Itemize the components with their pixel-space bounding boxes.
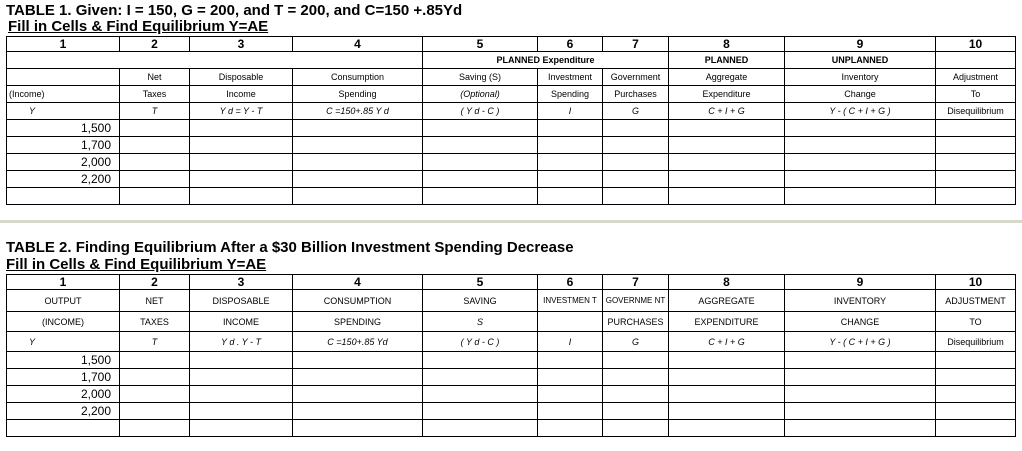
- header-cell: Government: [603, 69, 669, 86]
- input-cell[interactable]: [538, 352, 603, 369]
- formula-cell: Y: [7, 103, 120, 120]
- input-cell[interactable]: [538, 403, 603, 420]
- table-row: [7, 120, 1016, 137]
- input-cell[interactable]: [293, 352, 423, 369]
- col-num: 5: [423, 275, 538, 290]
- input-cell[interactable]: [669, 137, 785, 154]
- header-cell: (Optional): [423, 86, 538, 103]
- input-cell[interactable]: [669, 369, 785, 386]
- input-cell[interactable]: [538, 154, 603, 171]
- table1-title: TABLE 1. Given: I = 150, G = 200, and T = 200, and C=150 +.85Yd: [6, 2, 463, 19]
- col-num: 9: [785, 37, 936, 52]
- input-cell[interactable]: [423, 120, 538, 137]
- input-cell[interactable]: [936, 403, 1016, 420]
- col-num: 10: [936, 37, 1016, 52]
- input-cell[interactable]: [293, 154, 423, 171]
- col-num: 8: [669, 37, 785, 52]
- header-cell: Change: [785, 86, 936, 103]
- input-cell[interactable]: [120, 352, 190, 369]
- table1-header-row-b: [7, 86, 1016, 103]
- input-cell[interactable]: [423, 420, 538, 437]
- formula-cell: ( Y d - C ): [423, 103, 538, 120]
- header-cell: [7, 69, 120, 86]
- input-cell[interactable]: [293, 420, 423, 437]
- header-cell: EXPENDITURE: [669, 312, 785, 332]
- header-cell: SAVING: [423, 290, 538, 312]
- income-value: 1,500: [7, 120, 120, 137]
- table1-header-row-c: [7, 103, 1016, 120]
- header-cell: GOVERNME NT: [603, 290, 669, 312]
- income-value: 1,700: [7, 137, 120, 154]
- input-cell[interactable]: [936, 137, 1016, 154]
- input-cell[interactable]: [190, 352, 293, 369]
- input-cell[interactable]: [190, 154, 293, 171]
- col-num: 8: [669, 275, 785, 290]
- group-unplanned: UNPLANNED: [785, 52, 936, 69]
- input-cell[interactable]: [190, 120, 293, 137]
- input-cell[interactable]: [785, 137, 936, 154]
- header-cell: Investment: [538, 69, 603, 86]
- header-cell: NET: [120, 290, 190, 312]
- formula-cell: Y: [7, 332, 120, 352]
- input-cell[interactable]: [669, 352, 785, 369]
- table-row: [7, 137, 1016, 154]
- section-divider: [0, 220, 1022, 223]
- input-cell[interactable]: [669, 154, 785, 171]
- formula-cell: Disequilibrium: [936, 332, 1016, 352]
- table1-subtitle: Fill in Cells & Find Equilibrium Y=AE: [8, 18, 269, 35]
- input-cell[interactable]: [785, 386, 936, 403]
- table2-subtitle: Fill in Cells & Find Equilibrium Y=AE: [6, 256, 267, 273]
- input-cell[interactable]: [936, 369, 1016, 386]
- formula-cell: Y d . Y - T: [190, 332, 293, 352]
- header-cell: CONSUMPTION: [293, 290, 423, 312]
- header-cell: CHANGE: [785, 312, 936, 332]
- input-cell[interactable]: [936, 120, 1016, 137]
- input-cell[interactable]: [785, 188, 936, 205]
- col-num: 6: [538, 37, 603, 52]
- header-cell: Taxes: [120, 86, 190, 103]
- header-cell: To: [936, 86, 1016, 103]
- input-cell[interactable]: [785, 352, 936, 369]
- input-cell[interactable]: [785, 154, 936, 171]
- input-cell[interactable]: [669, 188, 785, 205]
- input-cell[interactable]: [603, 154, 669, 171]
- table-row: [7, 171, 1016, 188]
- input-cell[interactable]: [538, 188, 603, 205]
- col-num: 3: [190, 275, 293, 290]
- input-cell[interactable]: [936, 420, 1016, 437]
- formula-cell: C + I + G: [669, 332, 785, 352]
- output-value: 2,200: [7, 403, 120, 420]
- col-num: 7: [603, 275, 669, 290]
- header-cell: Expenditure: [669, 86, 785, 103]
- table2-header-row-a: [7, 290, 1016, 312]
- input-cell[interactable]: [603, 386, 669, 403]
- input-cell[interactable]: [669, 120, 785, 137]
- input-cell[interactable]: [603, 137, 669, 154]
- input-cell[interactable]: [423, 386, 538, 403]
- table1-column-numbers: [7, 37, 1016, 52]
- input-cell[interactable]: [120, 420, 190, 437]
- input-cell[interactable]: [538, 386, 603, 403]
- header-cell: PURCHASES: [603, 312, 669, 332]
- table2-header-row-b: [7, 312, 1016, 332]
- input-cell[interactable]: [603, 352, 669, 369]
- input-cell[interactable]: [669, 403, 785, 420]
- col-num: 3: [190, 37, 293, 52]
- header-cell: Spending: [293, 86, 423, 103]
- table-row: [7, 386, 1016, 403]
- input-cell[interactable]: [120, 154, 190, 171]
- col-num: 1: [7, 37, 120, 52]
- input-cell[interactable]: [293, 386, 423, 403]
- input-cell[interactable]: [190, 420, 293, 437]
- header-cell: (Income): [7, 86, 120, 103]
- formula-cell: C + I + G: [669, 103, 785, 120]
- header-cell: S: [423, 312, 538, 332]
- table-row: [7, 369, 1016, 386]
- col-num: 5: [423, 37, 538, 52]
- input-cell[interactable]: [538, 171, 603, 188]
- input-cell[interactable]: [120, 188, 190, 205]
- formula-cell: G: [603, 103, 669, 120]
- input-cell[interactable]: [423, 352, 538, 369]
- input-cell[interactable]: [423, 137, 538, 154]
- col-num: 7: [603, 37, 669, 52]
- input-cell[interactable]: [423, 403, 538, 420]
- input-cell[interactable]: [190, 369, 293, 386]
- col-num: 1: [7, 275, 120, 290]
- input-cell[interactable]: [293, 188, 423, 205]
- formula-cell: ( Y d - C ): [423, 332, 538, 352]
- col-num: 4: [293, 37, 423, 52]
- input-cell[interactable]: [293, 403, 423, 420]
- output-value: 1,700: [7, 369, 120, 386]
- input-cell[interactable]: [293, 171, 423, 188]
- input-cell[interactable]: [423, 154, 538, 171]
- input-cell[interactable]: [293, 369, 423, 386]
- input-cell[interactable]: [120, 171, 190, 188]
- header-cell: Income: [190, 86, 293, 103]
- header-cell: DISPOSABLE: [190, 290, 293, 312]
- output-value: 1,500: [7, 352, 120, 369]
- input-cell[interactable]: [190, 403, 293, 420]
- output-value: 2,000: [7, 386, 120, 403]
- input-cell[interactable]: [538, 420, 603, 437]
- input-cell[interactable]: [669, 171, 785, 188]
- input-cell[interactable]: [7, 188, 120, 205]
- input-cell[interactable]: [190, 386, 293, 403]
- table-row: [7, 352, 1016, 369]
- col-num: 2: [120, 37, 190, 52]
- input-cell[interactable]: [423, 369, 538, 386]
- table2: [6, 274, 1016, 437]
- input-cell[interactable]: [936, 386, 1016, 403]
- header-cell: INVESTMEN T: [538, 290, 603, 312]
- input-cell[interactable]: [293, 137, 423, 154]
- input-cell[interactable]: [538, 369, 603, 386]
- header-cell: Aggregate: [669, 69, 785, 86]
- input-cell[interactable]: [120, 369, 190, 386]
- input-cell[interactable]: [936, 154, 1016, 171]
- header-cell: ADJUSTMENT: [936, 290, 1016, 312]
- blank-cell: [936, 52, 1016, 69]
- input-cell[interactable]: [785, 420, 936, 437]
- formula-cell: T: [120, 103, 190, 120]
- table1-group-row: [7, 52, 1016, 69]
- input-cell[interactable]: [785, 171, 936, 188]
- input-cell[interactable]: [190, 171, 293, 188]
- header-cell: Saving (S): [423, 69, 538, 86]
- formula-cell: G: [603, 332, 669, 352]
- header-cell: Disposable: [190, 69, 293, 86]
- input-cell[interactable]: [603, 171, 669, 188]
- header-cell: INVENTORY: [785, 290, 936, 312]
- header-cell: Adjustment: [936, 69, 1016, 86]
- input-cell[interactable]: [190, 188, 293, 205]
- group-planned-expenditure: PLANNED Expenditure: [423, 52, 669, 69]
- input-cell[interactable]: [785, 120, 936, 137]
- col-num: 10: [936, 275, 1016, 290]
- header-cell: SPENDING: [293, 312, 423, 332]
- input-cell[interactable]: [603, 420, 669, 437]
- header-cell: (INCOME): [7, 312, 120, 332]
- col-num: 4: [293, 275, 423, 290]
- header-cell: INCOME: [190, 312, 293, 332]
- header-cell: TAXES: [120, 312, 190, 332]
- col-num: 2: [120, 275, 190, 290]
- formula-cell: Disequilibrium: [936, 103, 1016, 120]
- header-cell: AGGREGATE: [669, 290, 785, 312]
- input-cell[interactable]: [423, 188, 538, 205]
- header-cell: Purchases: [603, 86, 669, 103]
- table-row: [7, 154, 1016, 171]
- input-cell[interactable]: [7, 420, 120, 437]
- input-cell[interactable]: [603, 120, 669, 137]
- formula-cell: T: [120, 332, 190, 352]
- input-cell[interactable]: [603, 403, 669, 420]
- input-cell[interactable]: [936, 188, 1016, 205]
- header-cell: Net: [120, 69, 190, 86]
- col-num: 6: [538, 275, 603, 290]
- col-num: 9: [785, 275, 936, 290]
- formula-cell: Y - ( C + I + G ): [785, 332, 936, 352]
- input-cell[interactable]: [669, 420, 785, 437]
- input-cell[interactable]: [936, 171, 1016, 188]
- income-value: 2,200: [7, 171, 120, 188]
- table1: [6, 36, 1016, 205]
- table2-title: TABLE 2. Finding Equilibrium After a $30 Billion Investment Spending Decrease: [6, 239, 574, 256]
- input-cell[interactable]: [120, 403, 190, 420]
- table2-header-row-c: [7, 332, 1016, 352]
- input-cell[interactable]: [120, 120, 190, 137]
- income-value: 2,000: [7, 154, 120, 171]
- input-cell[interactable]: [120, 386, 190, 403]
- table-row: [7, 403, 1016, 420]
- table1-header-row-a: [7, 69, 1016, 86]
- input-cell[interactable]: [785, 403, 936, 420]
- input-cell[interactable]: [603, 188, 669, 205]
- input-cell[interactable]: [669, 386, 785, 403]
- input-cell[interactable]: [538, 120, 603, 137]
- header-cell: Inventory: [785, 69, 936, 86]
- header-cell: [538, 312, 603, 332]
- formula-cell: Y - ( C + I + G ): [785, 103, 936, 120]
- input-cell[interactable]: [785, 369, 936, 386]
- input-cell[interactable]: [190, 137, 293, 154]
- input-cell[interactable]: [603, 369, 669, 386]
- header-cell: Spending: [538, 86, 603, 103]
- input-cell[interactable]: [293, 120, 423, 137]
- group-planned: PLANNED: [669, 52, 785, 69]
- table-row: [7, 188, 1016, 205]
- table-row: [7, 420, 1016, 437]
- input-cell[interactable]: [120, 137, 190, 154]
- formula-cell: I: [538, 103, 603, 120]
- formula-cell: I: [538, 332, 603, 352]
- input-cell[interactable]: [423, 171, 538, 188]
- formula-cell: Y d = Y - T: [190, 103, 293, 120]
- header-cell: TO: [936, 312, 1016, 332]
- header-cell: OUTPUT: [7, 290, 120, 312]
- header-cell: Consumption: [293, 69, 423, 86]
- input-cell[interactable]: [538, 137, 603, 154]
- table2-column-numbers: [7, 275, 1016, 290]
- formula-cell: C =150+.85 Y d: [293, 103, 423, 120]
- formula-cell: C =150+.85 Yd: [293, 332, 423, 352]
- blank-cell: [7, 52, 423, 69]
- input-cell[interactable]: [936, 352, 1016, 369]
